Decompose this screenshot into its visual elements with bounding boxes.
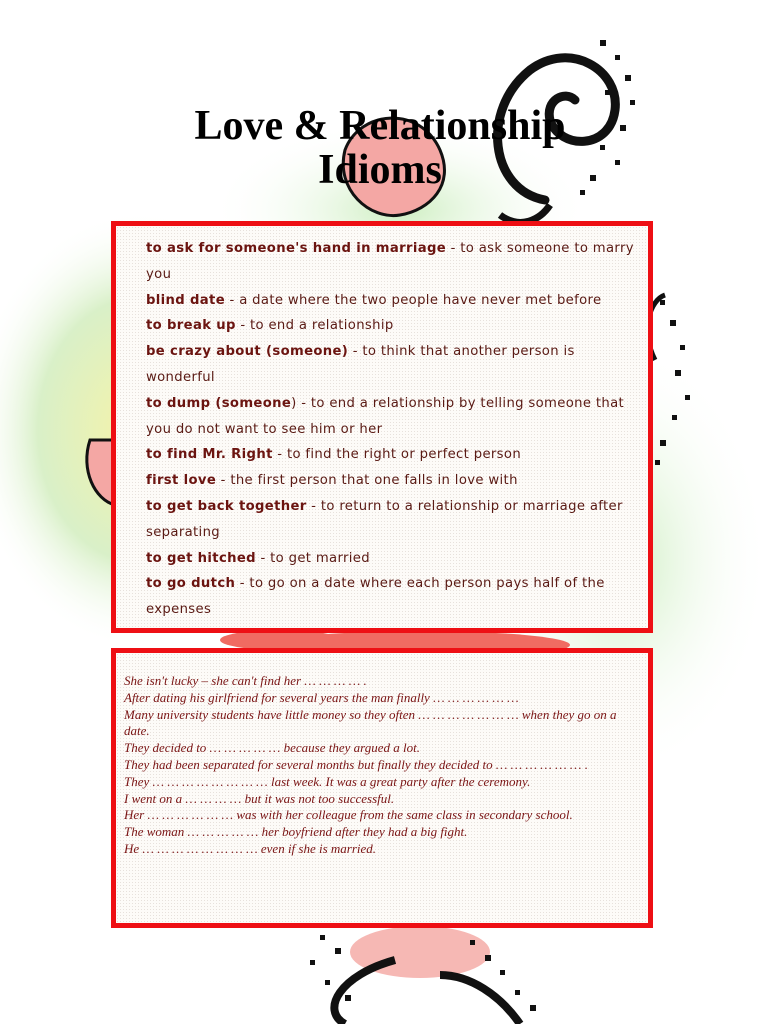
idiom-definition: - to end a relationship bbox=[235, 318, 394, 334]
exercise-sentence: After dating his girlfriend for several years the man finally … … … … … … bbox=[124, 689, 519, 705]
idiom-term: blind date bbox=[146, 292, 225, 308]
idiom-term: to go dutch bbox=[146, 576, 236, 592]
idiom-item bbox=[146, 313, 646, 339]
exercise-list bbox=[124, 673, 639, 858]
idiom-term: to find Mr. Right bbox=[146, 447, 273, 463]
idiom-item bbox=[146, 288, 646, 314]
idiom-definition: - to ask someone to marry you bbox=[146, 241, 634, 282]
exercise-sentence: Many university students have little money so they often … … … … … … … when they go on a date. bbox=[124, 706, 617, 739]
idiom-definition: - to go on a date where each person pays half of the expenses bbox=[146, 576, 605, 618]
idiom-term: to break up bbox=[146, 318, 236, 334]
idiom-item bbox=[146, 571, 646, 623]
page-title bbox=[130, 104, 630, 192]
idiom-item bbox=[146, 236, 646, 288]
idiom-term: to ask for someone's hand in marriage bbox=[146, 241, 447, 256]
exercise-sentence: She isn't lucky – she can't find her … … … … . bbox=[124, 673, 367, 688]
idiom-term: first love bbox=[146, 473, 217, 489]
idioms-box bbox=[111, 221, 653, 633]
idiom-item bbox=[146, 442, 646, 468]
exercise-sentence: He … … … … … … … … even if she is married. bbox=[124, 840, 377, 856]
idiom-item bbox=[146, 468, 646, 494]
idiom-term: to dump (someone bbox=[146, 395, 292, 411]
idiom-term: to get hitched bbox=[146, 550, 256, 566]
idiom-definition: - to return to a relationship or marriage after separating bbox=[146, 498, 623, 540]
idiom-list bbox=[146, 236, 646, 623]
idiom-term: to get back together bbox=[146, 498, 307, 514]
exercise-sentence: The woman … … … … … her boyfriend after they had a big fight. bbox=[124, 824, 468, 840]
idiom-item bbox=[146, 494, 646, 546]
idiom-definition: ) - to end a relationship by telling someone that you do not want to see him or her bbox=[146, 395, 625, 437]
idiom-definition: - the first person that one falls in love with bbox=[216, 473, 518, 489]
idiom-definition: - to find the right or perfect person bbox=[272, 447, 522, 463]
idiom-item bbox=[146, 339, 646, 391]
idiom-term: be crazy about (someone) bbox=[146, 344, 349, 360]
idiom-definition: - to get married bbox=[255, 550, 370, 566]
idiom-definition: - a date where the two people have never met before bbox=[225, 292, 602, 308]
idiom-item bbox=[146, 391, 646, 443]
idiom-definition: - to think that another person is wonderful bbox=[146, 344, 575, 385]
title-line-2: Idioms bbox=[318, 147, 442, 193]
title-line-1: Love & Relationship bbox=[194, 103, 566, 149]
idiom-item bbox=[146, 546, 646, 572]
exercise-sentence: They had been separated for several months but finally they decided to … … … … … … . bbox=[124, 756, 588, 772]
exercise-sentence: They … … … … … … … … last week. It was a great party after the ceremony. bbox=[124, 773, 531, 789]
exercise-sentence: They decided to … … … … … because they argued a lot. bbox=[124, 740, 420, 756]
exercise-sentence: I went on a … … … … but it was not too successful. bbox=[124, 790, 395, 806]
exercise-sentence: Her … … … … … … was with her colleague from the same class in secondary school. bbox=[124, 807, 573, 823]
exercise-box bbox=[111, 648, 653, 928]
